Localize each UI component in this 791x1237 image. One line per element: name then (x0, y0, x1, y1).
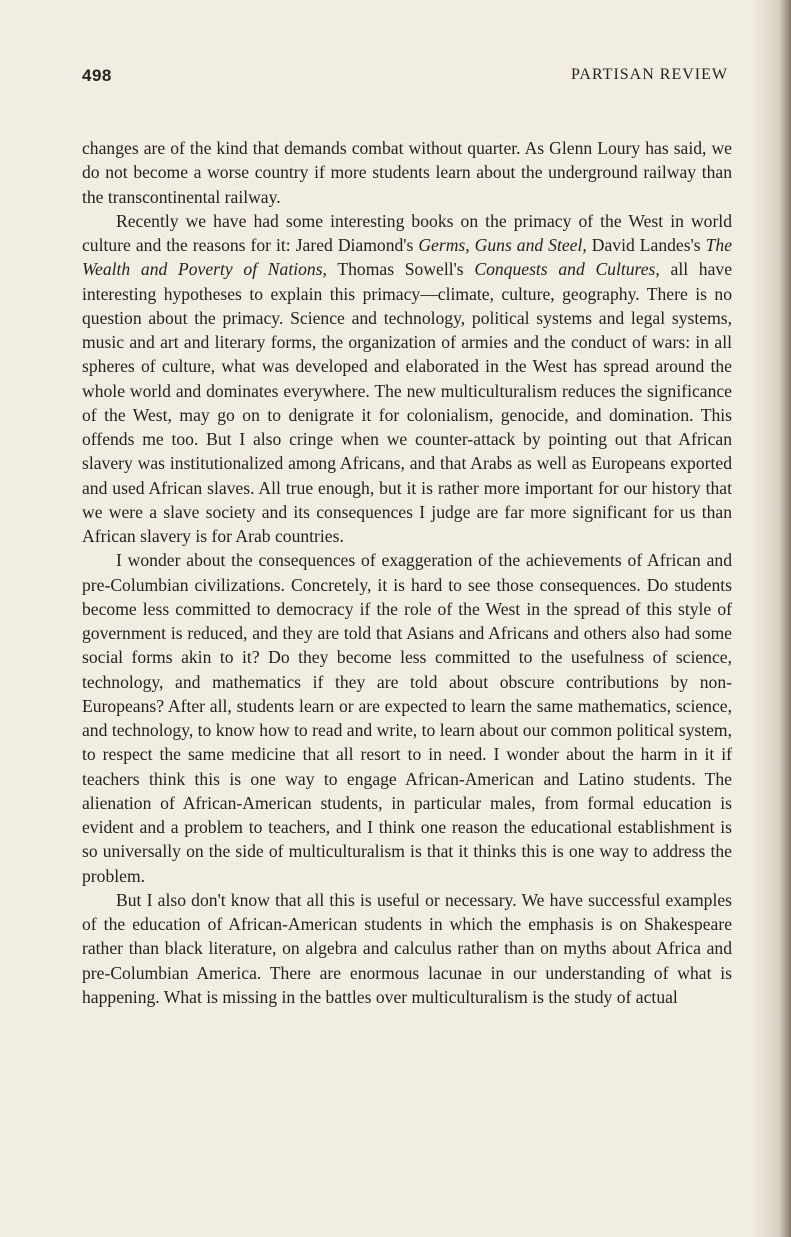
page-edge-shadow (751, 0, 791, 1237)
running-head: PARTISAN REVIEW (570, 66, 728, 83)
paragraph-2-text-b: David Landes's (586, 235, 706, 255)
paragraph-2 (82, 209, 732, 549)
book-title-germs-guns-steel: Germs, Guns and Steel, (418, 235, 587, 255)
paragraph-3: I wonder about the consequences of exaggeration of the achievements of African and pre-Columbian civilizations. Concretely, it is hard to see those consequences. Do students become less committed to democracy if the role of the West in the spread of this style of government is reduced, and they are told that Asians and Africans and others also had some social forms akin to it? Do they become less committed to the usefulness of science, technology, and mathematics if they are told about obscure contributions by non-Europeans? After all, students learn or are expected to learn the same mathematics, science, and technology, to know how to read and write, to learn about our common political system, to respect the same medicine that all resort to in need. I wonder about the harm in it if teachers think this is one way to engage African-American and Latino students. The alienation of African-American students, in particular males, from formal education is evident and a problem to teachers, and I think one reason the educational establishment is so universally on the side of multiculturalism is that it thinks this is one way to address the problem. (82, 550, 732, 886)
book-title-conquests-cultures: Conquests and Cultures, (474, 259, 660, 280)
paragraph-4: But I also don't know that all this is useful or necessary. We have successful examples of the education of African-American students in which the emphasis is on Shakespeare rather than black literature, on algebra and calculus rather than on myths about Africa and pre-Columbian America. There are enormous lacunae in our understanding of what is happening. What is missing in the battles over multiculturalism is the study of actual (82, 889, 732, 1007)
book-title-wealth-poverty-nations: The Wealth and Poverty of Nations, (82, 235, 732, 280)
paragraph-2-text-d: all have interesting hypotheses to explain this primacy—climate, culture, geography. There is no question about the primacy. Science and technology, political systems and legal systems, music and art and literary forms, the organization of armies and the conduct of wars: in all spheres of culture, what was developed and elaborated in the West has spread around the whole world and dominates everywhere. The new multiculturalism reduces the significance of the West, may go on to denigrate it for colonialism, genocide, and domination. This offends me too. But I also cringe when we counter-attack by pointing out that African slavery was institutionalized among Africans, and that Arabs as well as Europeans exported and used African slaves. All true enough, but it is rather more important for our history that we were a slave society and its consequences I judge are far more significant for us than African slavery is for Arab countries. (82, 259, 733, 546)
paragraph-2-text-a: Recently we have had some interesting books on the primacy of the West in world culture and the reasons for it: Jared Diamond's (82, 210, 732, 255)
page-number: 498 (82, 66, 112, 85)
page-header (82, 66, 728, 90)
paragraph-1: changes are of the kind that demands combat without quarter. As Glenn Loury has said, we do not become a worse country if more students learn about the underground railway than the transcontinental railway. (82, 138, 732, 207)
body-text (82, 136, 732, 1009)
paragraph-2-text-c: Thomas Sowell's (326, 259, 475, 280)
